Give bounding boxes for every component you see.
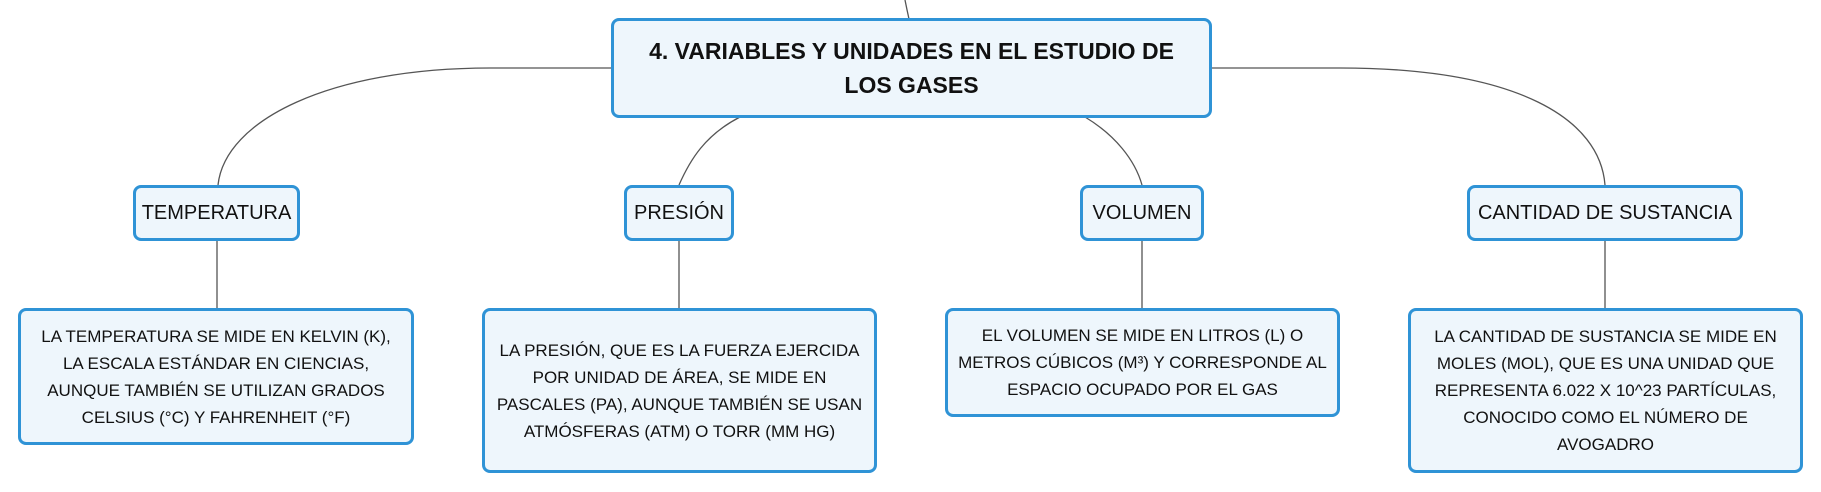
desc-presion[interactable] bbox=[482, 308, 877, 473]
node-temperatura-label: TEMPERATURA bbox=[141, 201, 292, 224]
connector-parent-link bbox=[905, 0, 909, 19]
node-cantidad-de-sustancia[interactable] bbox=[1467, 185, 1743, 241]
node-volumen[interactable] bbox=[1080, 185, 1204, 241]
desc-cantidad-de-sustancia[interactable] bbox=[1408, 308, 1803, 473]
node-presion-label: PRESIÓN bbox=[633, 201, 725, 224]
node-presion[interactable] bbox=[624, 185, 734, 241]
root-node[interactable] bbox=[611, 18, 1212, 118]
desc-temperatura-text: LA TEMPERATURA SE MIDE EN KELVIN (K), LA ESCALA ESTÁNDAR EN CIENCIAS, AUNQUE TAMBIÉN SE UTILIZAN GRADOS CELSIUS (°C) Y FAHRENHEIT (°F) bbox=[41, 326, 391, 427]
desc-cantidad-text: LA CANTIDAD DE SUSTANCIA SE MIDE EN MOLES (MOL), QUE ES UNA UNIDAD QUE REPRESENTA 6.022 X 10^23 PARTÍCULAS, CONOCIDO COMO EL NÚMERO DE AVOGADRO bbox=[1434, 327, 1777, 454]
node-cantidad-label: CANTIDAD DE SUSTANCIA bbox=[1477, 201, 1733, 224]
connector-root-to-temperatura bbox=[218, 68, 611, 185]
connector-root-to-volumen bbox=[1085, 117, 1142, 185]
root-title: 4. VARIABLES Y UNIDADES EN EL ESTUDIO DE LOS GASES bbox=[649, 38, 1174, 98]
desc-presion-text: LA PRESIÓN, QUE ES LA FUERZA EJERCIDA POR UNIDAD DE ÁREA, SE MIDE EN PASCALES (PA), AUNQUE TAMBIÉN SE USAN ATMÓSFERAS (ATM) O TORR (MM HG) bbox=[496, 340, 863, 441]
node-volumen-label: VOLUMEN bbox=[1092, 201, 1192, 224]
desc-volumen-text: EL VOLUMEN SE MIDE EN LITROS (L) O METROS CÚBICOS (M³) Y CORRESPONDE AL ESPACIO OCUPADO POR EL GAS bbox=[958, 326, 1327, 399]
connector-root-to-cantidad bbox=[1212, 68, 1605, 185]
desc-temperatura[interactable] bbox=[18, 308, 414, 445]
node-temperatura[interactable] bbox=[133, 185, 300, 241]
desc-volumen[interactable] bbox=[945, 308, 1340, 417]
connector-root-to-presion bbox=[679, 117, 740, 185]
